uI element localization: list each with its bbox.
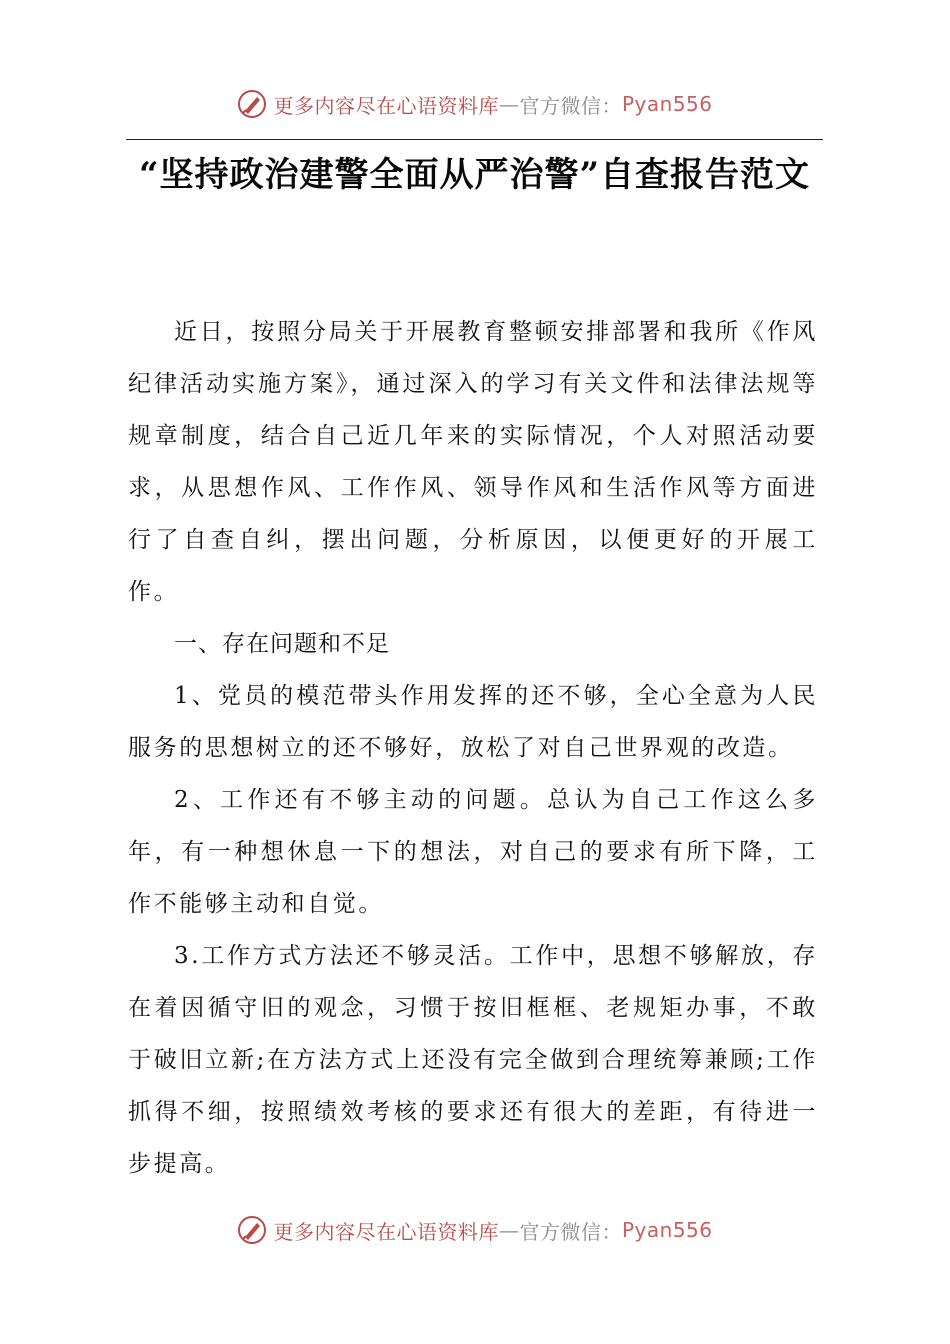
banner-main-text: 更多内容尽在心语资料库 [273,1219,499,1244]
document-body [128,306,818,1190]
item-paragraph-2: 2、工作还有不够主动的问题。总认为自己工作这么多年，有一种想休息一下的想法，对自己的要求有所下降，工作不能够主动和自觉。 [128,787,818,917]
banner-official-label: 官方微信： [519,1219,622,1244]
banner-official-label: 官方微信： [519,93,622,118]
item-paragraph-3: 3.工作方式方法还不够灵活。工作中，思想不够解放，存在着因循守旧的观念，习惯于按旧框框、老规矩办事，不敢于破旧立新;在方法方式上还没有完全做到合理统筹兼顾;工作抓得不细，按照绩效考核的要求还有很大的差距，有待进一步提高。 [128,943,818,1177]
banner-wechat-id: Pyan556 [621,92,713,116]
footer-banner [0,1212,950,1248]
document-title: “坚持政治建警全面从严治警”自查报告范文 [138,155,811,195]
banner-wechat-id: Pyan556 [621,1218,713,1242]
item-paragraph-1: 1、党员的模范带头作用发挥的还不够，全心全意为人民服务的思想树立的还不够好，放松了对自己世界观的改造。 [128,683,818,761]
banner-main-text: 更多内容尽在心语资料库 [273,93,499,118]
section-heading: 一、存在问题和不足 [174,631,390,657]
header-divider [126,139,823,140]
pen-logo-icon [237,1215,267,1245]
pen-logo-icon [237,89,267,119]
header-banner [0,86,950,122]
intro-paragraph: 近日，按照分局关于开展教育整顿安排部署和我所《作风纪律活动实施方案》，通过深入的学习有关文件和法律法规等规章制度，结合自己近几年来的实际情况，个人对照活动要求，从思想作风、工作作风、领导作风和生活作风等方面进行了自查自纠，摆出问题，分析原因，以便更好的开展工作。 [128,319,818,605]
banner-dash: — [498,1218,520,1242]
banner-dash: — [498,92,520,116]
